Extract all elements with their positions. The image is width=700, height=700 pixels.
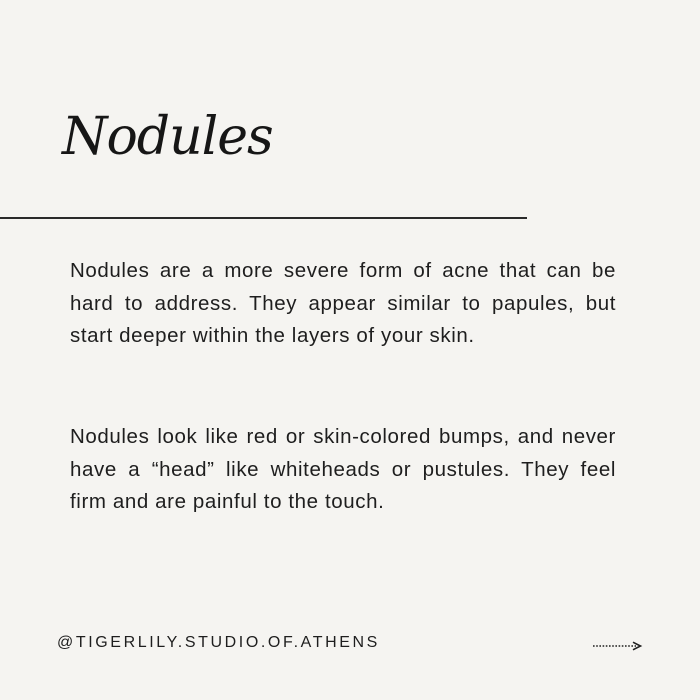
slide-title: Nodules — [62, 107, 273, 167]
instagram-handle: @TIGERLILY.STUDIO.OF.ATHENS — [57, 634, 380, 651]
body-paragraph-2: Nodules look like red or skin-colored bumps, and never have a “head” like whiteheads or pustules. They feel firm and are painful to the touch. — [70, 425, 616, 514]
title-divider — [0, 217, 527, 219]
dotted-arrow-right-icon[interactable] — [592, 639, 644, 653]
body-paragraph-1: Nodules are a more severe form of acne that can be hard to address. They appear similar to papules, but start deeper within the layers of your skin. — [70, 259, 616, 348]
